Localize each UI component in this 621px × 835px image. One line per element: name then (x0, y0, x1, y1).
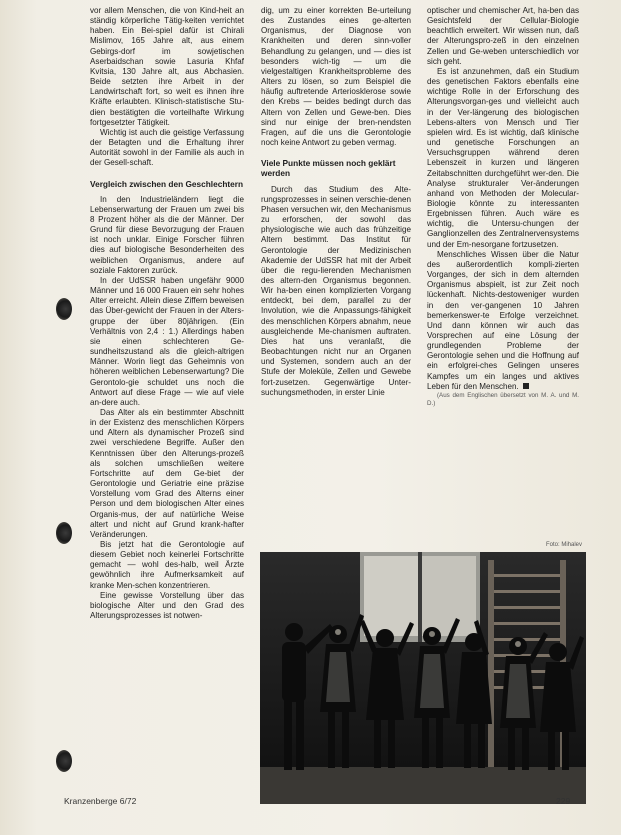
paragraph: Das Alter als ein bestimmter Abschnitt in der Existenz des menschlichen Körpers und Altern als dynamischer Prozeß sind zwei verschiedene Begriffe. Außer den Kenntnissen über den Alterungs-prozeß als solchen umschließen weitere Fortschritte auf dem Ge-biet der Gerontologie und Geriatrie eine präzise Vorstellung vom Grad des Alterns einer Person und dem biologischen Alter eines Organis-mus, der auf natürliche Weise altert und nicht auf Grund krank-hafter Veränderungen. (90, 407, 244, 539)
paragraph-text: Menschliches Wissen über die Natur des außerordentlich kompli-zierten Vorganges, der sich in dem alternden Organismus abspielt, ist zur Zeit noch lückenhaft. Nichts-destoweniger wurden in den ver-gangenen 10 Jahren bemerkenswer-te Erfolge verzeichnet. Und dann können wir auch das Vorsprechen auf eine Lösung der grundlegenden Probleme der Gerontologie sehen und die Hoffnung auf ein erfolgrei-ches Gelingen unseres Kampfes um ein langes und aktives Leben für den Menschen. (427, 249, 579, 391)
text-column-2 (261, 6, 411, 546)
section-heading: Viele Punkte müssen noch geklärt werden (261, 158, 396, 179)
photo-credit: Foto: Mihalev (545, 542, 582, 548)
page-footer-source: Kranzenberge 6/72 (64, 796, 137, 806)
end-of-article-mark (523, 383, 529, 389)
paragraph: In der UdSSR haben ungefähr 9000 Männer und 16 000 Frauen ein sehr hohes Alter erreicht. Allein diese Ziffern beweisen das Über-gewicht der Frauen in der Alters-gruppe der über 80jährigen. (Ein Verhältnis von 2,4 : 1.) Allerdings haben sie einen schlechteren Ge-sundheitszustand als die gleich-altrigen Männer. Worin liegt das Geheimnis von höheren weiblichen Lebenserwartung? Die Gerontolo-gie schuldet uns noch die Antwort auf diese Frage — wie auf viele an-dere auch. (90, 275, 244, 407)
paragraph: vor allem Menschen, die von Kind-heit an ständig körperliche Tätig-keiten verrichtet haben. Ein Bei-spiel dafür ist Chirali Mislimov, 165 Jahre alt, aus einem Gebirgs-dorf im sowjetischen Aserbaidschan sowie Lasuria Khfaf Kvitsia, 130 Jahre alt, aus Abchasien. Beide setzten ihre Arbeit in der Landwirtschaft fort, so weit es ihnen ihre Kräfte erlaubten. Klinisch-statistische Stu-dien bestätigten die vorteilhafte Wirkung fortgesetzter Tätigkeit. (90, 6, 244, 127)
paragraph: dig, um zu einer korrekten Be-urteilung des Zustandes eines ge-alterten Organismus, der Diagnose von Krankheiten und deren sinn-voller Behandlung zu gelangen, und — dies ist besonders wich-tig — um die vielgestaltigen Krankheitsprobleme des Alters zu lösen, so zum Beispiel die häufig auftretende Arteriosklerose sowie den Krebs — beides bedingt durch das Altern von Zellen und Gewe-ben. Dies sind nur einige der bren-nendsten Fragen, auf die uns die Gerontologie noch keine Antwort zu geben vermag. (261, 6, 411, 148)
section-heading: Vergleich zwischen den Geschlechtern (90, 178, 244, 189)
text-column-3 (427, 6, 579, 488)
paragraph: Es ist anzunehmen, daß ein Studium des genetischen Faktors ebenfalls eine wichtige Rolle in der Erforschung des Alterungsvorgan-ges und vielleicht auch in der Ver-längerung des biologischen Lebens-alters von Mensch und Tier spielen wird. Es ist wichtig, daß klinische und genetische Forschungen an Versuchsgruppen während deren Lebenszeit in kurzen und längeren Zeitabschnitten durchgeführt wer-den. Die Analyse strukturaler Ver-änderungen anhand von Methoden der Molecular-Biologie könnte zu interessanten Ergebnissen führen. Auch wäre es wichtig, die Untersu-chungen der Ganglionzellen des Zentralnervensystems und der Em-nesorgane fortzusetzen. (427, 66, 579, 249)
translation-note: (Aus dem Englischen übersetzt von M. A. und M. D.) (427, 391, 579, 407)
paragraph: Durch das Studium des Alte-rungsprozesses in seinen verschie-denen Phasen versuchen wir, den Mechanismus zu erforschen, der sowohl das physiologische wie auch das frühzeitige Altern bestimmt. Das Institut für Gerontologie der Medizinischen Akademie der UdSSR hat mit der Arbeit über die regu-lierenden Mechanismen des altern-den Organismus begonnen. Wir ha-ben einen komplizierten Vorgang entdeckt, bei dem, parallel zu der Involution, wie die Anpassungs-fähigkeit des menschlichen Körpers abnahm, neue ausgleichende Me-chanismen auftraten. Dies hat uns veranlaßt, die Beobachtungen nicht nur an Organen und Systemen, sondern auch an der Stufe der Moleküle, Zellen und Gewebe fort-zusetzen. Gegenwärtige Unter-suchungsmethoden, in erster Linie (261, 184, 411, 397)
text-column-1 (90, 6, 244, 806)
paragraph: Wichtig ist auch die geistige Verfassung der Betagten und die Erhaltung ihrer Autorität sowohl in der Familie als auch in der Gesell-schaft. (90, 127, 244, 168)
paragraph (427, 250, 579, 392)
page-number: 229 (556, 796, 571, 806)
paragraph: Bis jetzt hat die Gerontologie auf diesem Gebiet noch keinerlei Fortschritte gemacht — wohl des-halb, weil Ärzte gewöhnlich ihre Aufmerksamkeit auf kranke Men-schen konzentrieren. (90, 540, 244, 590)
photo-illustration (260, 552, 586, 804)
binder-hole (56, 298, 72, 320)
paragraph: optischer und chemischer Art, ha-ben das Gesichtsfeld der Cellular-Biologie beachtlich erweitert. Wir wissen nun, daß der Alterungspro-zeß in den einzelnen Zellen und Ge-weben unterschiedlich vor sich geht. (427, 6, 579, 66)
binder-hole (56, 522, 72, 544)
paragraph: Eine gewisse Vorstellung über das biologische Alter und den Grad des Alterungsprozesses ist notwen- (90, 590, 244, 621)
binder-hole (56, 750, 72, 772)
photograph-exercise-class (260, 552, 586, 804)
paragraph: In den Industrieländern liegt die Lebenserwartung der Frauen um zwei bis 8 Prozent höher als die der Männer. Der Grund für diese Bevorzugung der Frauen ist noch unklar. Einige Forscher führen dies auf biologische Besonderheiten des weiblichen Organismus, andere auf soziale Faktoren zurück. (90, 194, 244, 275)
